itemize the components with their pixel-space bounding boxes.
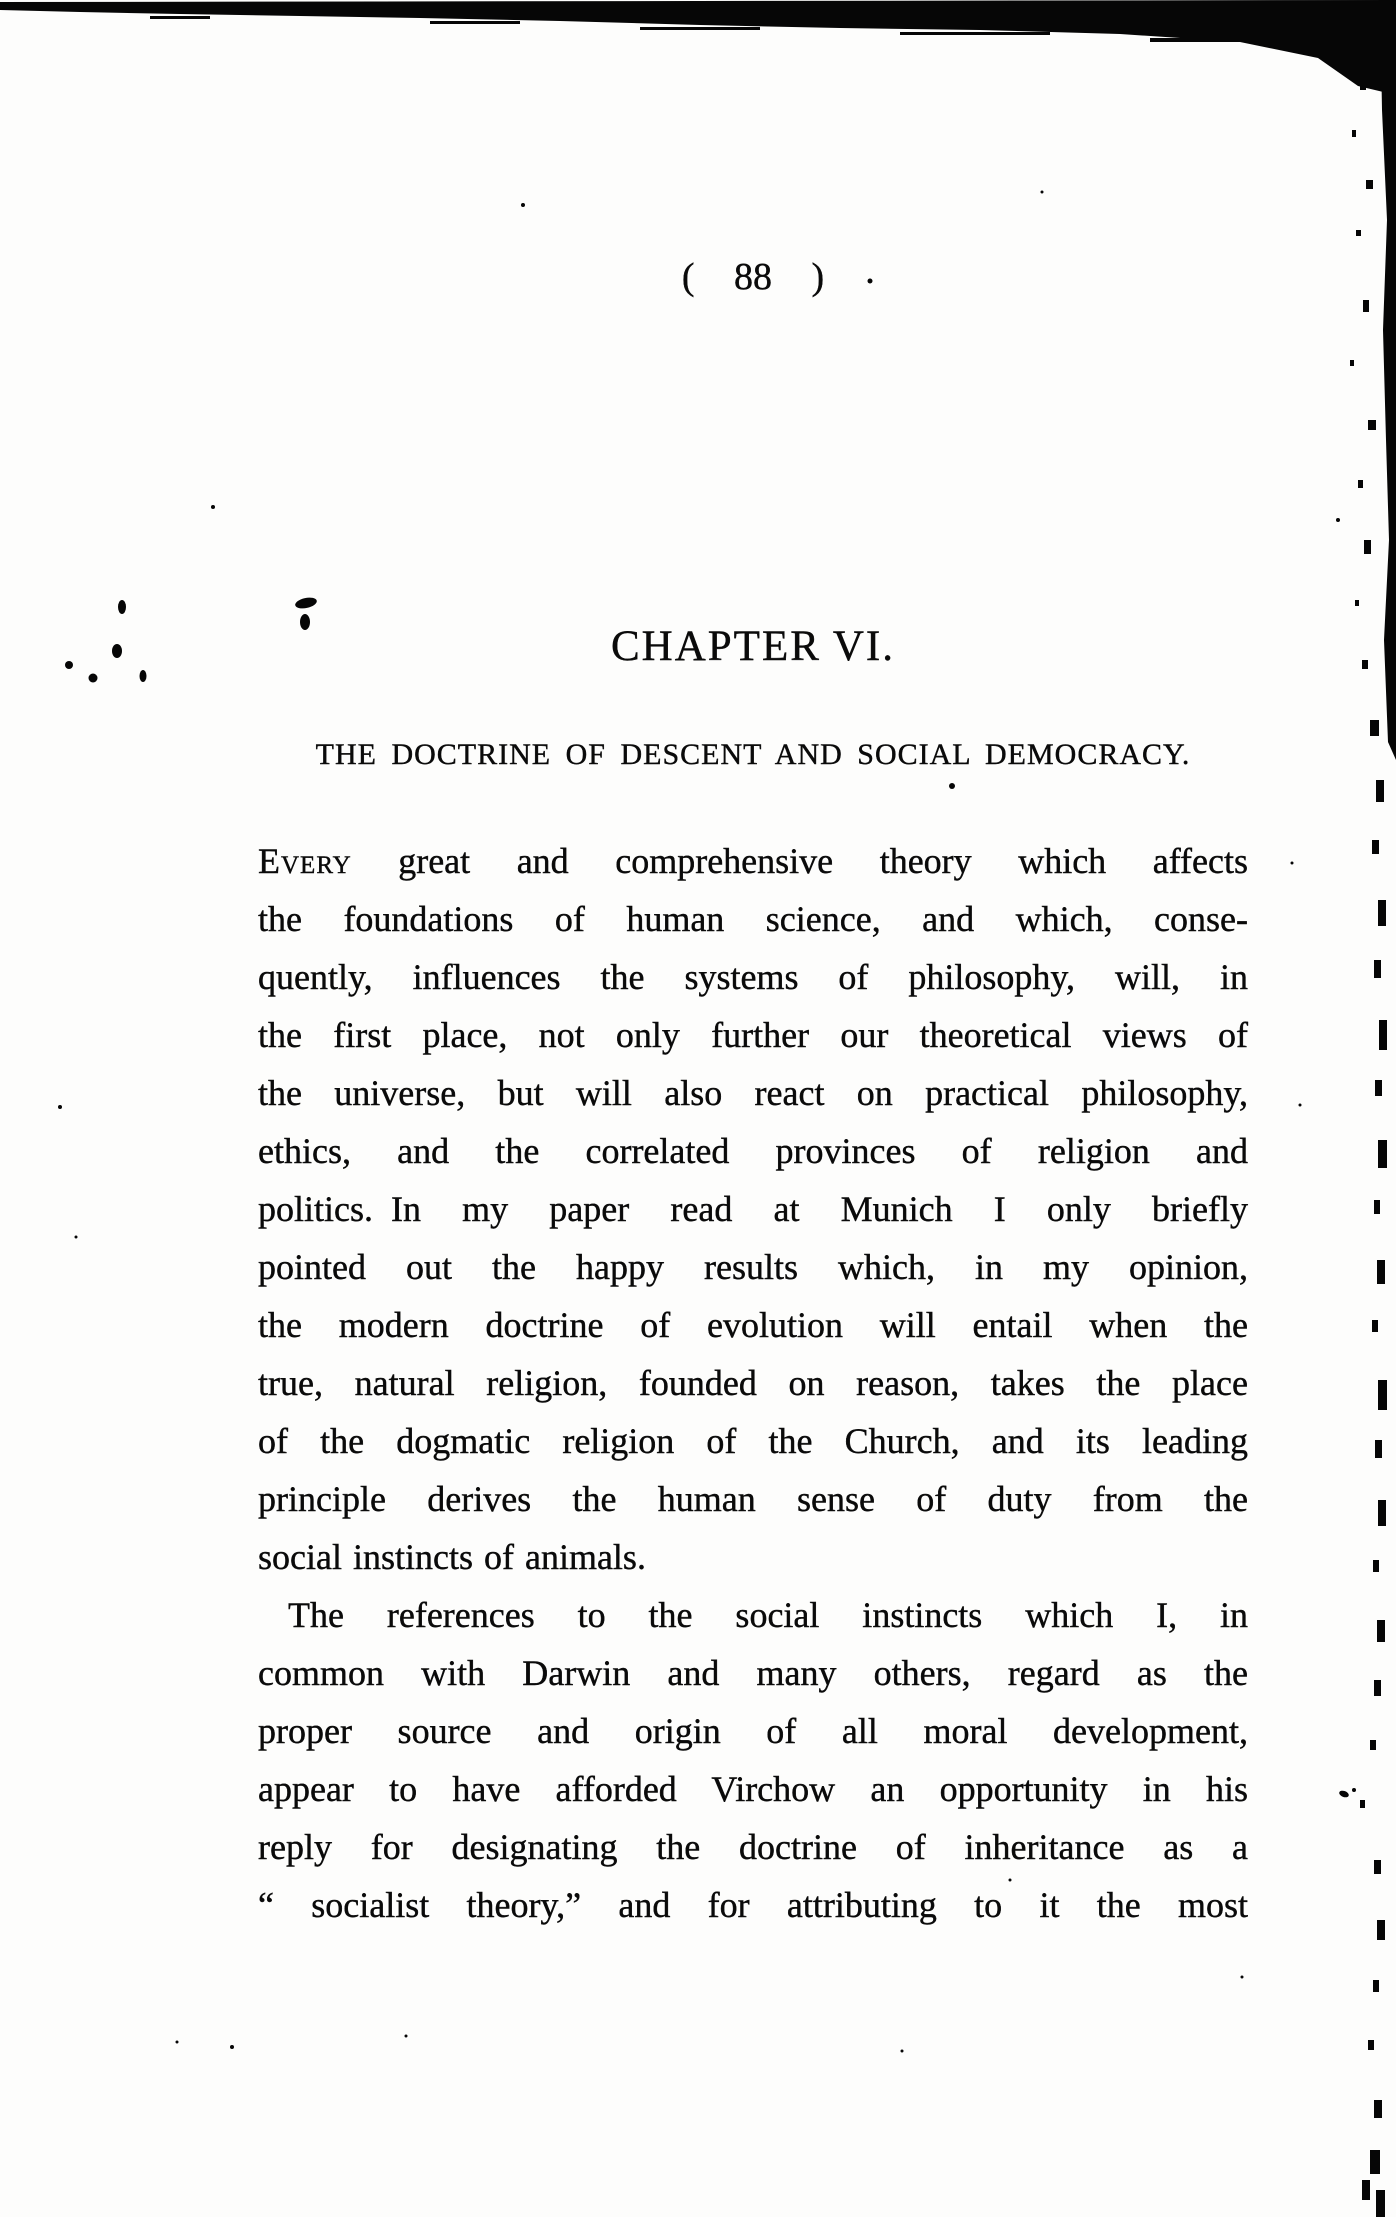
text-column — [258, 0, 1248, 2217]
page-number: ( 88 ) — [681, 256, 825, 298]
right-edge-artifact — [1350, 0, 1396, 2217]
text-line: the first place, not only further our theoretical views of — [258, 1015, 1248, 1055]
text-line: the modern doctrine of evolution will entail when the — [258, 1305, 1248, 1345]
text-line: principle derives the human sense of duty from the — [258, 1479, 1248, 1519]
paragraph-lead: Every — [258, 841, 352, 881]
text-line: Every great and comprehensive theory which affects — [258, 841, 1248, 881]
text-line: the foundations of human science, and which, conse- — [258, 899, 1248, 939]
section-title: THE DOCTRINE OF DESCENT AND SOCIAL DEMOCRACY. — [315, 738, 1191, 771]
text-line: true, natural religion, founded on reason, takes the place — [258, 1363, 1248, 1403]
text-line: reply for designating the doctrine of inheritance as a — [258, 1827, 1248, 1867]
text-line: “ socialist theory,” and for attributing to it the most — [258, 1885, 1248, 1925]
text-line: quently, influences the systems of philosophy, will, in — [258, 957, 1248, 997]
body-text — [258, 832, 1248, 1934]
text-line: of the dogmatic religion of the Church, and its leading — [258, 1421, 1248, 1461]
text-line: appear to have afforded Virchow an opportunity in his — [258, 1769, 1248, 1809]
text-line: ethics, and the correlated provinces of religion and — [258, 1131, 1248, 1171]
text-line: politics. In my paper read at Munich I only briefly — [258, 1189, 1248, 1229]
text-line: the universe, but will also react on practical philosophy, — [258, 1073, 1248, 1113]
text-line: common with Darwin and many others, regard as the — [258, 1653, 1248, 1693]
text-line: pointed out the happy results which, in my opinion, — [258, 1247, 1248, 1287]
text-line: proper source and origin of all moral development, — [258, 1711, 1248, 1751]
text-line: social instincts of animals. — [258, 1537, 646, 1577]
chapter-heading: CHAPTER VI. — [610, 623, 895, 670]
text-line: The references to the social instincts which I, in — [288, 1595, 1248, 1635]
